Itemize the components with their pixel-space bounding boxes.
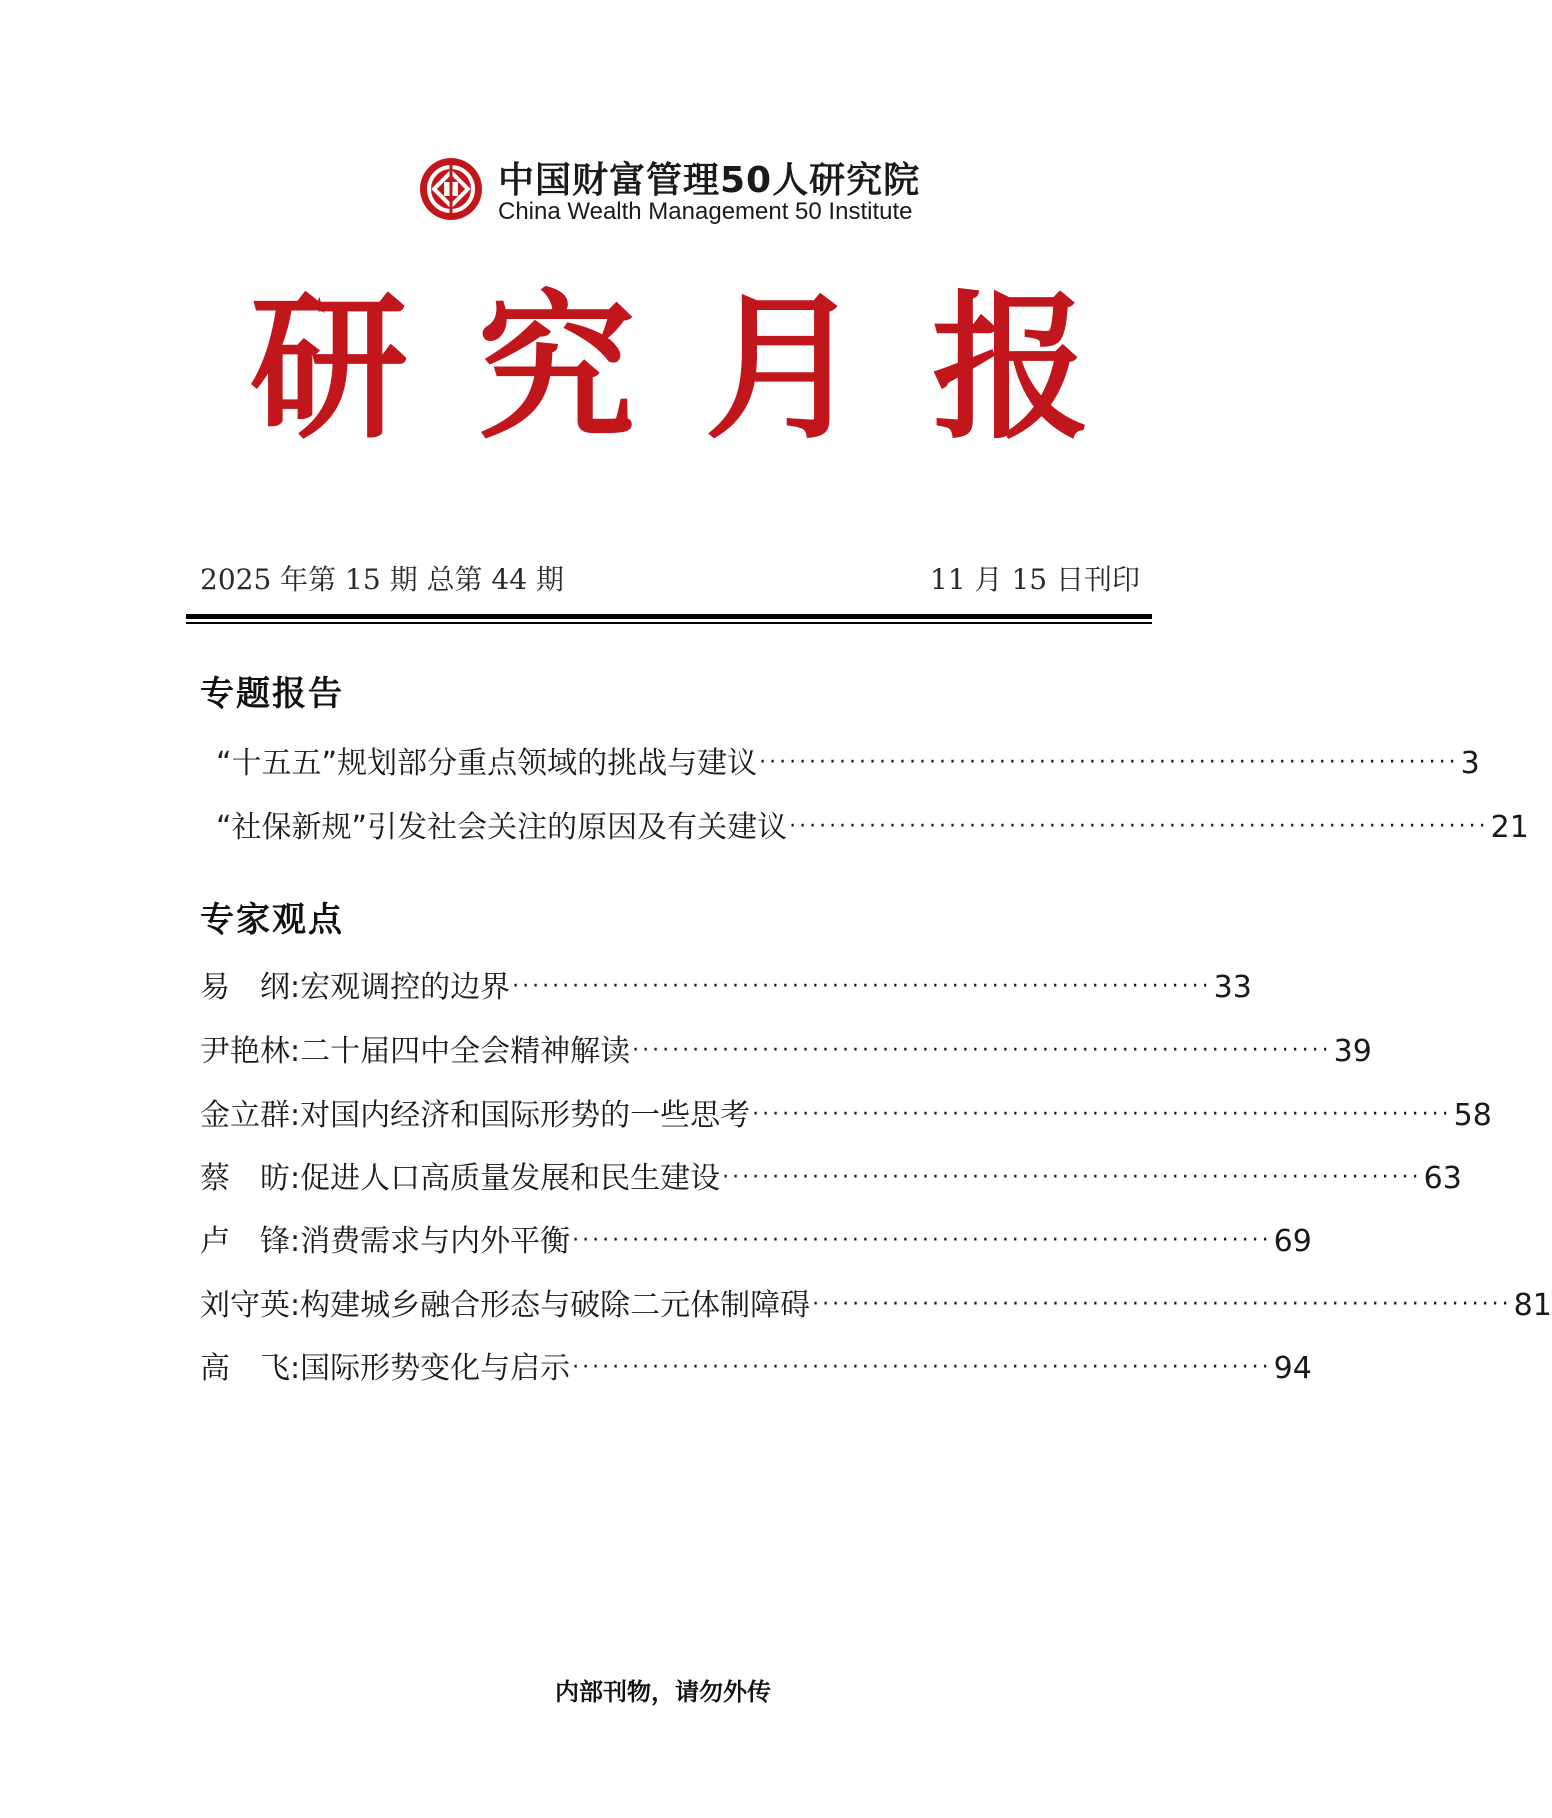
toc-entry-title: 二十届四中全会精神解读: [300, 1034, 631, 1069]
toc-entry-title: 促进人口高质量发展和民生建设: [300, 1161, 721, 1196]
leader-dots: ······································································: [789, 814, 1489, 839]
toc-entry-page: 69: [1273, 1224, 1312, 1259]
toc-entry[interactable]: [200, 1343, 1312, 1386]
masthead-char: 究: [477, 276, 636, 461]
toc-entry[interactable]: [200, 1090, 1492, 1133]
toc-colon: :: [290, 1224, 301, 1259]
divider-thin: [186, 622, 1152, 624]
toc-entry-page: 94: [1273, 1351, 1312, 1386]
toc-colon: :: [290, 1034, 301, 1069]
toc-entry[interactable]: [216, 802, 1529, 845]
issue-number: 2025 年第 15 期 总第 44 期: [200, 563, 564, 596]
section-title-expert-views: 专家观点: [200, 900, 344, 940]
toc-entry-author: 金立群: [200, 1098, 290, 1133]
toc-entry-title: 构建城乡融合形态与破除二元体制障碍: [300, 1288, 811, 1323]
confidentiality-note: 内部刊物，请勿外传: [555, 1678, 771, 1706]
toc-entry-page: 58: [1453, 1098, 1492, 1133]
toc-entry-author: 高 飞: [200, 1351, 290, 1386]
toc-entry-author: 蔡 昉: [200, 1161, 290, 1196]
institute-name-en: China Wealth Management 50 Institute: [498, 198, 913, 225]
masthead-char: 报: [931, 276, 1090, 461]
toc-entry-author: 刘守英: [200, 1288, 290, 1323]
toc-entry-title: 对国内经济和国际形势的一些思考: [300, 1098, 751, 1133]
toc-entry-page: 3: [1460, 746, 1480, 781]
leader-dots: ······································································: [812, 1292, 1512, 1317]
print-date: 11 月 15 日刊印: [930, 563, 1140, 596]
toc-colon: :: [290, 1161, 301, 1196]
toc-entry[interactable]: [200, 1153, 1462, 1196]
institute-emblem-icon: [418, 156, 484, 222]
toc-entry-page: 63: [1423, 1161, 1462, 1196]
masthead-char: 研: [250, 276, 408, 461]
toc-entry-page: 81: [1513, 1288, 1552, 1323]
masthead-char: 月: [704, 276, 863, 461]
toc-entry-page: 33: [1213, 970, 1252, 1005]
toc-entry-title: 国际形势变化与启示: [300, 1351, 571, 1386]
toc-entry-title: 宏观调控的边界: [300, 970, 511, 1005]
toc-entry-page: 39: [1333, 1034, 1372, 1069]
divider-thick: [186, 614, 1152, 619]
toc-colon: :: [290, 970, 301, 1005]
leader-dots: ······································································: [572, 1355, 1272, 1380]
institute-logo: [418, 152, 921, 232]
toc-entry-author: 易 纲: [200, 970, 290, 1005]
toc-entry-title: “社保新规”引发社会关注的原因及有关建议: [216, 810, 788, 845]
leader-dots: ······································································: [512, 974, 1212, 999]
toc-entry-author: 尹艳林: [200, 1034, 290, 1069]
toc-colon: :: [290, 1098, 301, 1133]
institute-name-cn: 中国财富管理50人研究院: [498, 160, 921, 201]
section-title-reports: 专题报告: [200, 674, 344, 714]
toc-entry-title: “十五五”规划部分重点领域的挑战与建议: [216, 746, 758, 781]
leader-dots: ······································································: [632, 1038, 1332, 1063]
leader-dots: ······································································: [572, 1228, 1272, 1253]
toc-entry[interactable]: [200, 962, 1252, 1005]
toc-entry[interactable]: [200, 1216, 1312, 1259]
toc-entry[interactable]: [200, 1280, 1552, 1323]
toc-entry-author: 卢 锋: [200, 1224, 290, 1259]
toc-colon: :: [290, 1288, 301, 1323]
toc-entry[interactable]: [200, 1026, 1372, 1069]
toc-entry[interactable]: [216, 738, 1480, 781]
masthead-title: [250, 276, 1090, 461]
leader-dots: ······································································: [759, 750, 1459, 775]
toc-entry-page: 21: [1490, 810, 1529, 845]
leader-dots: ······································································: [722, 1165, 1422, 1190]
toc-colon: :: [290, 1351, 301, 1386]
toc-entry-title: 消费需求与内外平衡: [300, 1224, 571, 1259]
leader-dots: ······································································: [752, 1102, 1452, 1127]
